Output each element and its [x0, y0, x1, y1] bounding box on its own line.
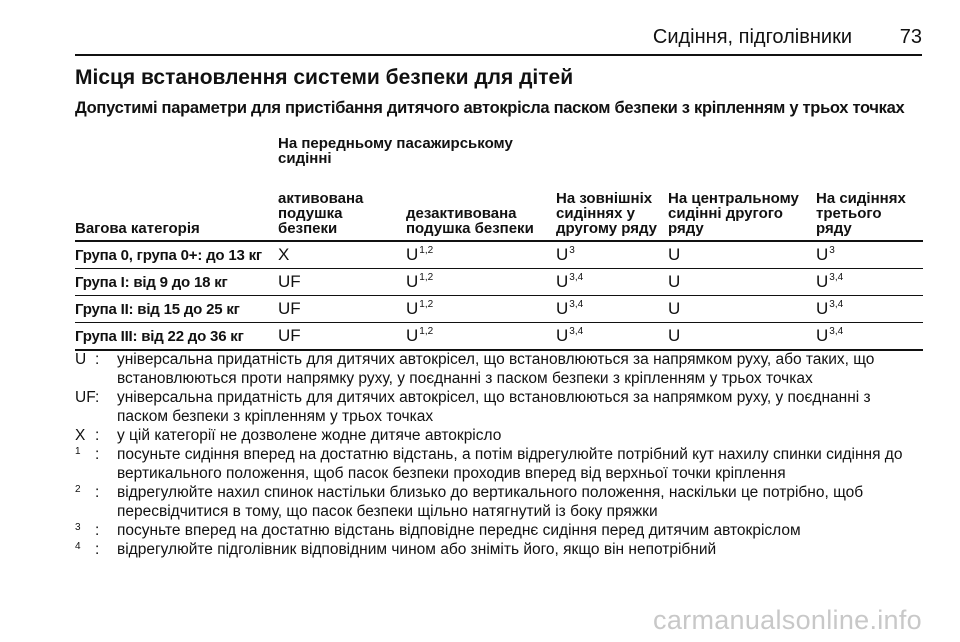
- suitability-cell: [665, 241, 813, 269]
- suitability-cell: [813, 296, 923, 323]
- note-text: відрегулюйте підголівник відповідним чином або зніміть його, якщо він непотрібний: [117, 541, 717, 558]
- suitability-code: U: [556, 272, 569, 291]
- footnote-ref: 1,2: [419, 299, 434, 310]
- footnote-ref: 1,2: [419, 326, 434, 337]
- note-separator: :: [95, 522, 100, 539]
- page-subtitle: Допустимі параметри для пристібання дитячого автокрісла паском безпеки з кріпленням у трьох точках: [75, 99, 905, 117]
- page-title: Місця встановлення системи безпеки для дітей: [75, 66, 574, 89]
- suitability-code: U: [816, 245, 829, 264]
- page-header: [75, 14, 922, 56]
- note-text: у цій категорії не дозволене жодне дитяче автокрісло: [117, 427, 502, 444]
- suitability-cell: [553, 241, 665, 269]
- note-text: посуньте сидіння вперед на достатню відстань, а потім відрегулюйте потрібний кут нахилу спинки сидіння до вертикального положення, щоб пасок безпеки проходив вперед від верхньої точки кріплення: [117, 446, 903, 482]
- suitability-code: UF: [278, 299, 301, 318]
- suitability-code: U: [556, 326, 569, 345]
- col-airbag-deactivated: дезактивована подушка безпеки: [406, 205, 534, 237]
- suitability-cell: [665, 296, 813, 323]
- note-text: відрегулюйте нахил спинок настільки близько до вертикального положення, наскільки це потрібно, щоб пересвідчитися в тому, що пасок безпеки щільно натягнутий із боку пряжки: [117, 484, 864, 520]
- front-passenger-seat-header: На передньому пасажирському сидінні: [278, 135, 513, 167]
- note-separator: :: [95, 541, 100, 558]
- suitability-cell: [275, 269, 403, 296]
- note-separator: :: [95, 351, 100, 368]
- footnote-ref: 1,2: [419, 245, 434, 256]
- suitability-code: U: [668, 272, 681, 291]
- note-item: [75, 521, 925, 540]
- suitability-code: U: [406, 272, 419, 291]
- suitability-code: U: [406, 326, 419, 345]
- note-separator: :: [95, 484, 100, 501]
- suitability-code: U: [556, 245, 569, 264]
- footnote-ref: 1,2: [419, 272, 434, 283]
- watermark: carmanualsonline.info: [653, 605, 922, 635]
- suitability-cell: [275, 296, 403, 323]
- section-title: Сидіння, підголівники: [652, 26, 852, 48]
- footnote-ref: 3,4: [569, 326, 584, 337]
- col-second-row-outer: На зовнішніх сидіннях у другому ряду: [556, 190, 658, 237]
- suitability-code: U: [556, 299, 569, 318]
- note-key: 2: [75, 484, 81, 495]
- footnote-ref: 3,4: [569, 272, 584, 283]
- suitability-cell: [813, 241, 923, 269]
- suitability-cell: [275, 241, 403, 269]
- weight-category: Група II: від 15 до 25 кг: [75, 300, 240, 318]
- note-key: 3: [75, 522, 81, 533]
- col-airbag-active: активована подушка безпеки: [278, 190, 364, 237]
- suitability-cell: [403, 323, 553, 351]
- note-key: 1: [75, 446, 81, 457]
- note-key: X: [75, 427, 86, 444]
- suitability-cell: [275, 323, 403, 351]
- suitability-cell: [403, 241, 553, 269]
- note-item: [75, 483, 925, 521]
- note-item: [75, 388, 925, 426]
- note-text: посуньте вперед на достатню відстань відповідне переднє сидіння перед дитячим автокріслом: [117, 522, 801, 539]
- note-separator: :: [95, 446, 100, 463]
- suitability-cell: [665, 323, 813, 351]
- note-item: [75, 540, 925, 559]
- footnote-ref: 3,4: [569, 299, 584, 310]
- note-key: UF: [75, 389, 96, 406]
- suitability-code: U: [668, 245, 681, 264]
- suitability-cell: [553, 296, 665, 323]
- col-second-row-center: На центральному сидінні другого ряду: [668, 190, 799, 237]
- note-text: універсальна придатність для дитячих автокрісел, що встановлюються за напрямком руху, у поєднанні з паском безпеки з кріпленням у трьох точках: [117, 389, 871, 425]
- suitability-code: U: [816, 272, 829, 291]
- footnote-ref: 3: [829, 245, 835, 256]
- suitability-cell: [813, 269, 923, 296]
- table-row: [75, 323, 923, 351]
- weight-category: Група III: від 22 до 36 кг: [75, 327, 244, 345]
- suitability-cell: [403, 296, 553, 323]
- suitability-code: U: [668, 326, 681, 345]
- suitability-code: U: [816, 326, 829, 345]
- suitability-cell: [813, 323, 923, 351]
- suitability-code: U: [668, 299, 681, 318]
- table-row: [75, 296, 923, 323]
- footnote-ref: 3,4: [829, 272, 844, 283]
- note-text: універсальна придатність для дитячих автокрісел, що встановлюються за напрямком руху, або таких, що встановлюються проти напрямку руху, у поєднанні з паском безпеки з кріпленням у трьох точках: [117, 351, 875, 387]
- suitability-code: UF: [278, 326, 301, 345]
- note-key: U: [75, 351, 87, 368]
- suitability-code: U: [816, 299, 829, 318]
- note-item: [75, 426, 925, 445]
- col-third-row: На сидіннях третього ряду: [816, 190, 906, 237]
- col-weight-category: Вагова категорія: [75, 220, 200, 237]
- page-number: 73: [899, 26, 922, 48]
- note-item: [75, 445, 925, 483]
- suitability-cell: [403, 269, 553, 296]
- legend-notes: [75, 350, 925, 559]
- suitability-code: X: [278, 245, 290, 264]
- suitability-code: U: [406, 245, 419, 264]
- note-key: 4: [75, 541, 81, 552]
- suitability-cell: [553, 269, 665, 296]
- note-item: [75, 350, 925, 388]
- suitability-cell: [553, 323, 665, 351]
- child-seat-table: [75, 136, 923, 351]
- table-row: [75, 241, 923, 269]
- suitability-code: U: [406, 299, 419, 318]
- note-separator: :: [95, 427, 100, 444]
- note-separator: :: [95, 389, 100, 406]
- table-row: [75, 269, 923, 296]
- suitability-code: UF: [278, 272, 301, 291]
- weight-category: Група 0, група 0+: до 13 кг: [75, 246, 262, 264]
- suitability-cell: [665, 269, 813, 296]
- weight-category: Група I: від 9 до 18 кг: [75, 273, 228, 291]
- footnote-ref: 3: [569, 245, 575, 256]
- footnote-ref: 3,4: [829, 299, 844, 310]
- footnote-ref: 3,4: [829, 326, 844, 337]
